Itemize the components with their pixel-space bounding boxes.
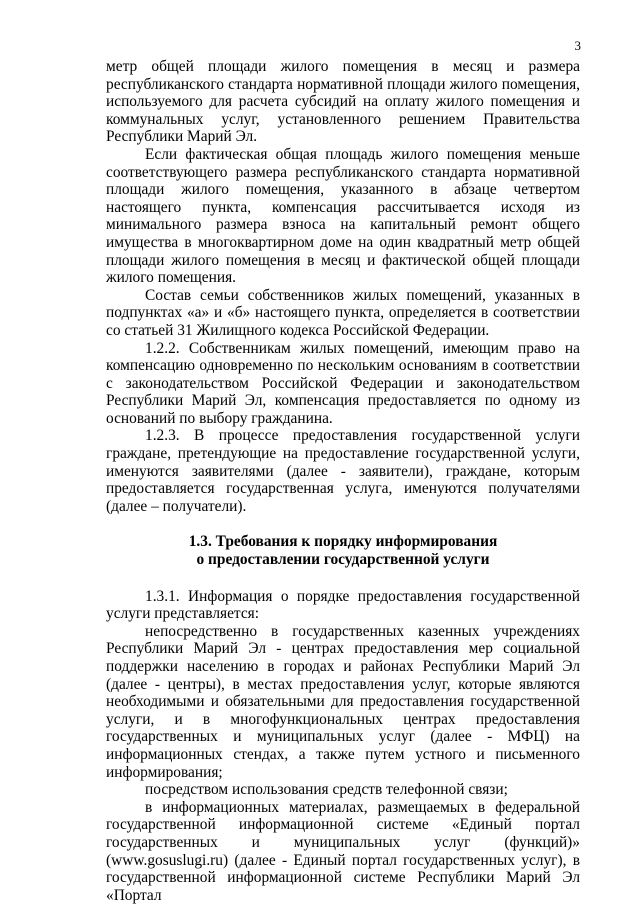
paragraphs-before (106, 58, 580, 515)
section-heading (106, 533, 580, 568)
paragraph: 1.3.1. Информация о порядке предоставления государственной услуги представляется: (106, 587, 580, 623)
page-number: 3 (574, 38, 581, 53)
paragraphs-after (106, 588, 580, 904)
paragraph: посредством использования средств телефонной связи; (145, 781, 508, 799)
paragraph: непосредственно в государственных казенных учреждениях Республики Марий Эл - центрах предоставления мер социальной поддержки населению в городах и районах Республики Марий Эл (далее - центры), в местах предоставления услуг, которые являются необходимыми и обязательными для предоставления государственной услуги, и в многофункциональных центрах предоставления государственных и муниципальных услуг (далее - МФЦ) на информационных стендах, а также путем устного и письменного информирования; (106, 622, 580, 781)
paragraph: Состав семьи собственников жилых помещений, указанных в подпунктах «а» и «б» настоящего пункта, определяется в соответствии со статьей 31 Жилищного кодекса Российской Федерации. (106, 286, 580, 339)
paragraph: 1.2.2. Собственникам жилых помещений, имеющим право на компенсацию одновременно по нескольким основаниям в соответствии с законодательством Российской Федерации и законодательством Республики Марий Эл, компенсация предоставляется по одному из оснований по выбору гражданина. (106, 339, 580, 427)
paragraph: Если фактическая общая площадь жилого помещения меньше соответствующего размера республиканского стандарта нормативной площади жилого помещения, указанного в абзаце четвертом настоящего пункта, компенсация рассчитывается исходя из минимального размера взноса на капитальный ремонт общего имущества в многоквартирном доме на один квадратный метр общей площади жилого помещения в месяц и фактической общей площади жилого помещения. (106, 145, 580, 287)
section-heading-line-1: 1.3. Требования к порядку информирования (188, 533, 498, 551)
document-body (106, 58, 580, 904)
paragraph: 1.2.3. В процессе предоставления государственной услуги граждане, претендующие на предоставление государственной услуги, именуются заявителями (далее - заявители), граждане, которым предоставляется государственная услуга, именуются получателями (далее – получатели). (106, 427, 580, 515)
section-heading-line-2: о предоставлении государственной услуги (196, 551, 490, 569)
paragraph: в информационных материалах, размещаемых в федеральной государственной информационной системе «Единый портал государственных и муниципальных услуг (функций)» (www.gosuslugi.ru) (далее - Единый портал государственных услуг), в государственной информационной системе Республики Марий Эл «Портал (106, 798, 580, 904)
paragraph: метр общей площади жилого помещения в месяц и размера республиканского стандарта нормативной площади жилого помещения, используемого для расчета субсидий на оплату жилого помещения и коммунальных услуг, установленного решением Правительства Республики Марий Эл. (106, 58, 580, 146)
